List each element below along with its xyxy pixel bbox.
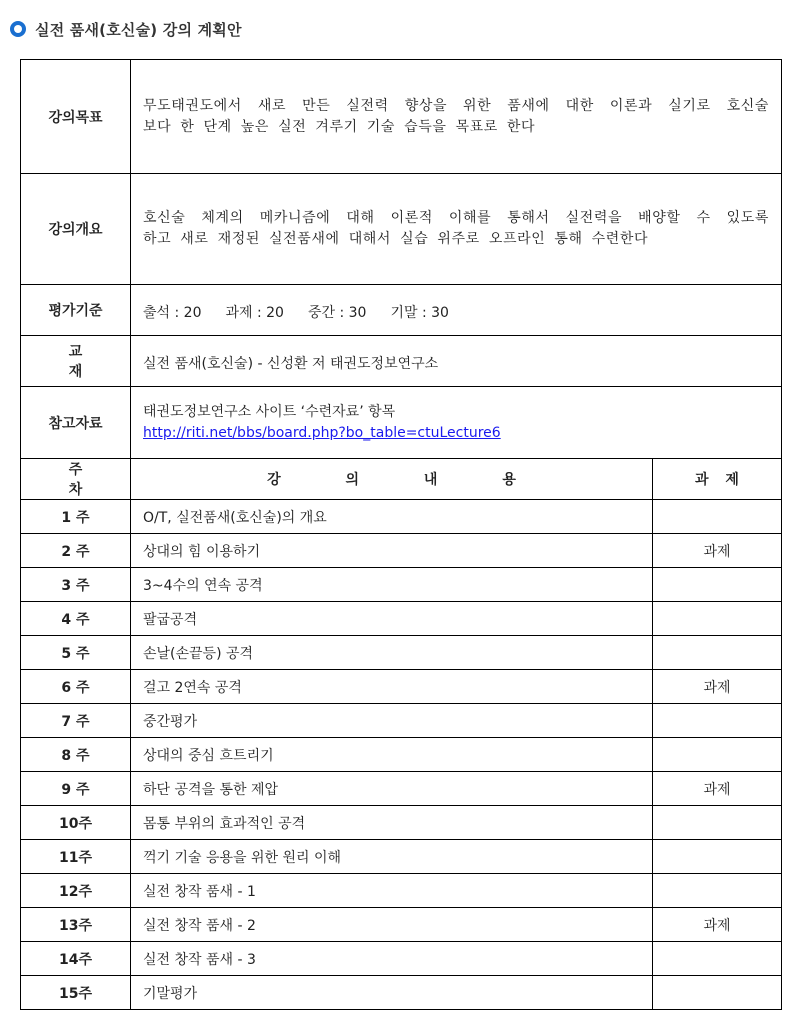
week-cell: 1 주 <box>21 500 131 534</box>
page-heading <box>10 16 242 42</box>
week-cell: 14주 <box>21 942 131 976</box>
homework-cell: 과제 <box>653 670 782 704</box>
table-row <box>21 806 782 840</box>
homework-cell <box>653 738 782 772</box>
homework-cell <box>653 602 782 636</box>
homework-cell: 과제 <box>653 534 782 568</box>
homework-cell <box>653 840 782 874</box>
topic-cell: 몸통 부위의 효과적인 공격 <box>131 806 653 840</box>
week-cell: 10주 <box>21 806 131 840</box>
score-assignment: 과제 : 20 <box>225 304 284 321</box>
week-cell: 15주 <box>21 976 131 1010</box>
homework-cell: 과제 <box>653 908 782 942</box>
score-attendance: 출석 : 20 <box>143 304 202 321</box>
week-cell: 6 주 <box>21 670 131 704</box>
topic-cell: O/T, 실전품새(호신술)의 개요 <box>131 500 653 534</box>
reference-content <box>131 387 782 459</box>
topic-cell: 꺽기 기술 응용을 위한 원리 이해 <box>131 840 653 874</box>
overview-row <box>21 174 782 285</box>
homework-cell <box>653 704 782 738</box>
header-homework: 과 제 <box>653 459 782 500</box>
table-row <box>21 568 782 602</box>
topic-cell: 3~4수의 연속 공격 <box>131 568 653 602</box>
homework-cell: 과제 <box>653 772 782 806</box>
topic-cell: 하단 공격을 통한 제압 <box>131 772 653 806</box>
week-cell: 2 주 <box>21 534 131 568</box>
week-cell: 12주 <box>21 874 131 908</box>
week-cell: 11주 <box>21 840 131 874</box>
schedule-header-row <box>21 459 782 500</box>
overview-line-2: 하고 새로 재정된 실전품새에 대해서 실습 위주로 오프라인 통해 수련한다 <box>143 231 649 247</box>
homework-cell <box>653 568 782 602</box>
lecture-plan-table <box>20 59 782 1010</box>
textbook-content <box>131 336 782 387</box>
evaluation-label: 평가기준 <box>21 285 131 336</box>
week-cell: 4 주 <box>21 602 131 636</box>
topic-cell: 상대의 힘 이용하기 <box>131 534 653 568</box>
homework-cell <box>653 874 782 908</box>
topic-cell: 실전 창작 품새 - 3 <box>131 942 653 976</box>
table-row <box>21 942 782 976</box>
week-cell: 3 주 <box>21 568 131 602</box>
homework-cell <box>653 806 782 840</box>
table-row <box>21 738 782 772</box>
topic-cell: 기말평가 <box>131 976 653 1010</box>
overview-content <box>131 174 782 285</box>
topic-cell: 중간평가 <box>131 704 653 738</box>
table-row <box>21 636 782 670</box>
overview-label: 강의개요 <box>21 174 131 285</box>
topic-cell: 상대의 중심 흐트리기 <box>131 738 653 772</box>
goal-label: 강의목표 <box>21 60 131 174</box>
header-week: 주 차 <box>21 459 131 500</box>
week-cell: 13주 <box>21 908 131 942</box>
reference-label: 참고자료 <box>21 387 131 459</box>
goal-line-1: 무도태권도에서 새로 만든 실전력 향상을 위한 품새에 대한 이론과 실기로 호신술 <box>143 97 769 114</box>
evaluation-row <box>21 285 782 336</box>
reference-link[interactable]: http://riti.net/bbs/board.php?bo_table=ctuLecture6 <box>143 424 501 441</box>
topic-cell: 실전 창작 품새 - 2 <box>131 908 653 942</box>
table-row <box>21 704 782 738</box>
table-row <box>21 908 782 942</box>
reference-row <box>21 387 782 459</box>
score-midterm: 중간 : 30 <box>307 304 367 321</box>
table-row <box>21 602 782 636</box>
goal-row <box>21 60 782 174</box>
page-title: 실전 품새(호신술) 강의 계획안 <box>35 20 242 39</box>
homework-cell <box>653 976 782 1010</box>
goal-line-2: 보다 한 단계 높은 실전 겨루기 기술 습득을 목표로 한다 <box>143 118 536 135</box>
week-cell: 5 주 <box>21 636 131 670</box>
table-row <box>21 534 782 568</box>
topic-cell: 실전 창작 품새 - 1 <box>131 874 653 908</box>
topic-cell: 손날(손끝등) 공격 <box>131 636 653 670</box>
table-row <box>21 976 782 1010</box>
overview-line-1: 호신술 체계의 메카니즘에 대해 이론적 이해를 통해서 실전력을 배양할 수 있도록 <box>143 210 769 226</box>
table-row <box>21 500 782 534</box>
table-row <box>21 840 782 874</box>
week-cell: 8 주 <box>21 738 131 772</box>
reference-text: 태권도정보연구소 사이트 ‘수련자료’ 항목 <box>143 403 396 420</box>
topic-cell: 팔굽공격 <box>131 602 653 636</box>
textbook-label: 교 재 <box>21 336 131 387</box>
circle-bullet-icon <box>10 21 26 37</box>
homework-cell <box>653 636 782 670</box>
goal-content <box>131 60 782 174</box>
week-cell: 9 주 <box>21 772 131 806</box>
topic-cell: 걸고 2연속 공격 <box>131 670 653 704</box>
header-content: 강 의 내 용 <box>131 459 653 500</box>
table-row <box>21 670 782 704</box>
table-row <box>21 874 782 908</box>
evaluation-content <box>131 285 782 336</box>
textbook-row <box>21 336 782 387</box>
table-row <box>21 772 782 806</box>
homework-cell <box>653 500 782 534</box>
homework-cell <box>653 942 782 976</box>
week-cell: 7 주 <box>21 704 131 738</box>
textbook-text: 실전 품새(호신술) - 신성환 저 태권도정보연구소 <box>143 355 439 372</box>
score-final: 기말 : 30 <box>390 304 449 321</box>
